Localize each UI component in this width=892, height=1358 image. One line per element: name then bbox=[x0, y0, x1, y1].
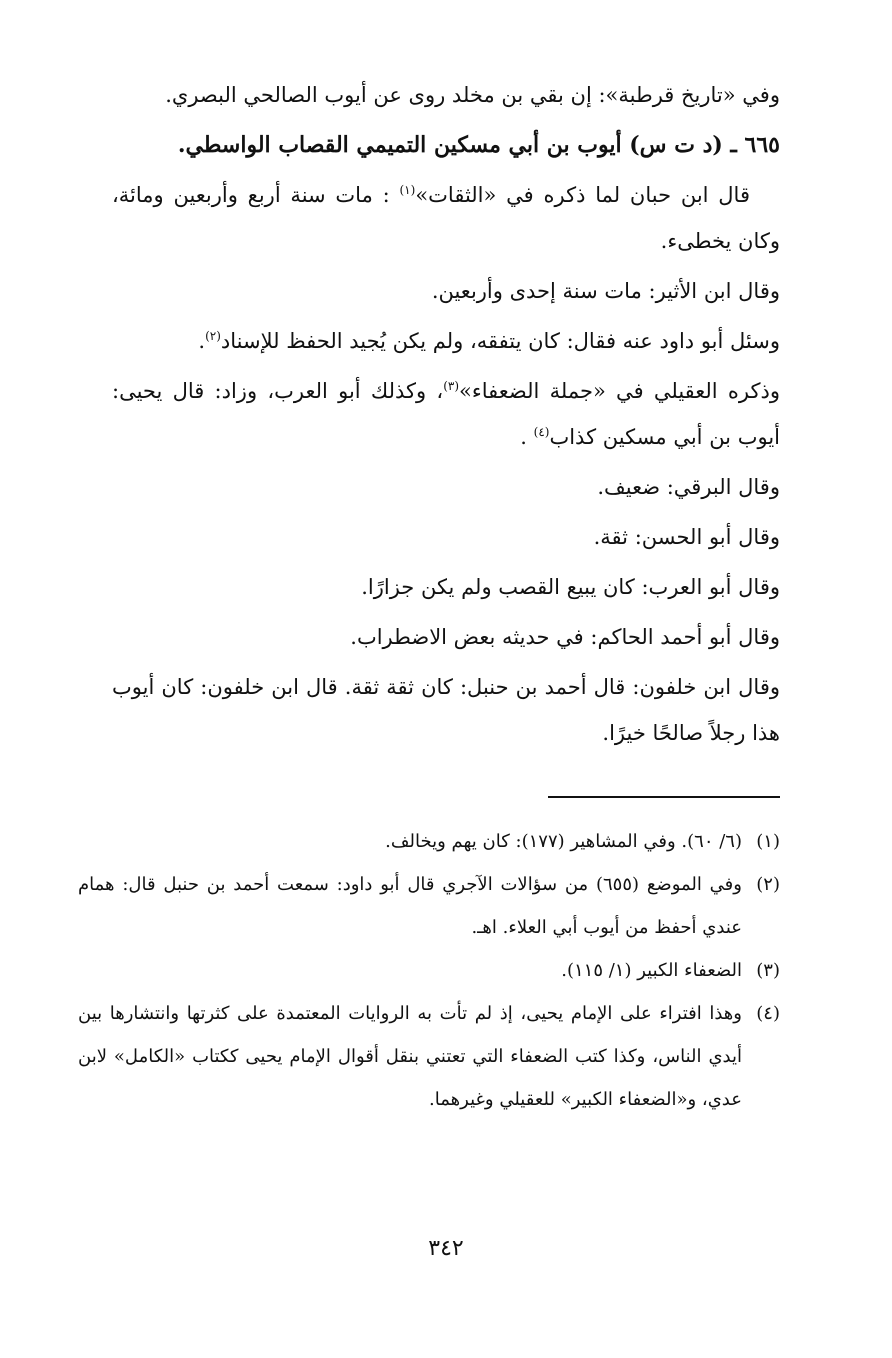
text-segment: . bbox=[520, 425, 534, 449]
text-segment: قال ابن حبان لما ذكره في «الثقات» bbox=[415, 183, 750, 207]
paragraph-uqayli bbox=[112, 368, 780, 460]
footnote-text: وفي الموضع (٦٥٥) من سؤالات الآجري قال أبو داود: سمعت أحمد بن حنبل قال: همام عندي أحفظ من أيوب أبي العلاء. اهـ. bbox=[78, 874, 742, 938]
footnote-number: (١) bbox=[756, 831, 780, 852]
text-segment: وذكره العقيلي في «جملة الضعفاء» bbox=[459, 379, 780, 403]
footnote-text: الضعفاء الكبير (١/ ١١٥). bbox=[561, 960, 742, 981]
text-segment: . bbox=[198, 329, 206, 353]
footnote-text: (٦/ ٦٠). وفي المشاهير (١٧٧): كان يهم ويخالف. bbox=[385, 831, 742, 852]
footnote bbox=[78, 949, 780, 992]
paragraph-ibn-hibban bbox=[112, 172, 780, 264]
footnote-number: (٢) bbox=[756, 874, 780, 895]
entry-heading: ٦٦٥ ـ (د ت س) أيوب بن أبي مسكين التميمي القصاب الواسطي. bbox=[177, 132, 780, 158]
paragraph-abu-dawud bbox=[112, 318, 780, 364]
paragraph-ibn-al-athir: وقال ابن الأثير: مات سنة إحدى وأربعين. bbox=[431, 279, 780, 303]
text-segment: ، وكذلك أبو العرب، وزاد: قال يحيى: أيوب بن أبي مسكين كذاب bbox=[112, 379, 780, 449]
footnote bbox=[78, 992, 780, 1121]
paragraph-tarikh-qurtuba: وفي «تاريخ قرطبة»: إن بقي بن مخلد روى عن أيوب الصالحي البصري. bbox=[165, 83, 780, 107]
text-segment: وسئل أبو داود عنه فقال: كان يتفقه، ولم يكن يُجيد الحفظ للإسناد bbox=[220, 329, 780, 353]
main-text bbox=[112, 72, 780, 760]
paragraph-abu-al-arab: وقال أبو العرب: كان يبيع القصب ولم يكن جزارًا. bbox=[361, 575, 780, 599]
paragraph-abu-al-hasan: وقال أبو الحسن: ثقة. bbox=[593, 525, 780, 549]
paragraph-barqi: وقال البرقي: ضعيف. bbox=[597, 475, 780, 499]
footnote bbox=[78, 820, 780, 863]
footnote bbox=[78, 863, 780, 949]
footnote-ref: (١) bbox=[399, 183, 416, 197]
paragraph-ibn-khalfun: وقال ابن خلفون: قال أحمد بن حنبل: كان ثقة ثقة. قال ابن خلفون: كان أيوب هذا رجلاً صالحًا خيرًا. bbox=[112, 675, 780, 745]
footnote-ref: (٢) bbox=[205, 329, 221, 343]
footnotes bbox=[78, 820, 780, 1121]
footnote-ref: (٣) bbox=[443, 379, 460, 393]
footnote-divider bbox=[548, 796, 780, 798]
footnote-ref: (٤) bbox=[533, 425, 550, 439]
text-segment: : مات سنة أربع وأربعين ومائة، وكان يخطىء. bbox=[112, 183, 780, 253]
footnote-number: (٣) bbox=[756, 960, 780, 981]
page-number: ٣٤٢ bbox=[428, 1236, 464, 1261]
paragraph-abu-ahmad-al-hakim: وقال أبو أحمد الحاكم: في حديثه بعض الاضطراب. bbox=[350, 625, 780, 649]
footnote-text: وهذا افتراء على الإمام يحيى، إذ لم تأت به الروايات المعتمدة على كثرتها وانتشارها بين أيدي الناس، وكذا كتب الضعفاء التي تعتني بنقل أقوال الإمام يحيى ككتاب «الكامل» لابن عدي، و«الضعفاء الكبير» للعقيلي وغيرهما. bbox=[78, 1003, 742, 1110]
footnote-number: (٤) bbox=[756, 1003, 780, 1024]
